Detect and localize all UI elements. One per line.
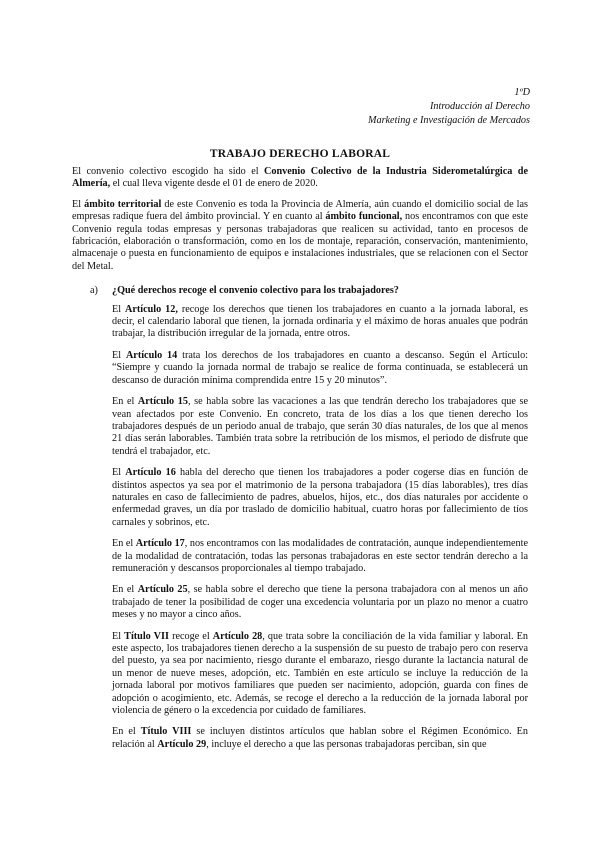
paragraph-articulo-14 (112, 350, 528, 387)
bold-run: Artículo 25 (137, 584, 188, 596)
text-run: de este Convenio es toda la Provincia de Almería, aún cuando el domicilio social de las empresas radique fuera del ámbito provincial. Y en cuanto al (72, 198, 528, 223)
bold-run: Artículo 17 (135, 538, 185, 550)
bold-run: Convenio Colectivo de la Industria Siderometalúrgica de Almería, (72, 166, 528, 190)
paragraph-articulo-25 (112, 584, 528, 621)
bold-run: Título VIII (140, 726, 192, 738)
header-course: 1ºD (514, 87, 530, 98)
document-body (72, 166, 528, 760)
paragraph-articulo-17 (112, 538, 528, 575)
bold-run: Artículo 28 (212, 630, 263, 642)
intro-paragraph-2 (72, 199, 528, 273)
text-run: , que trata sobre la conciliación de la vida familiar y laboral. En este aspecto, los trabajadores tienen derecho a la suspensión de su puesto de trabajo pero con reserva del puesto, ya sea por nacimiento, riesgo durante el embarazo, riesgo durante la lactancia natural de un menor de nueve meses, adopción, etc. También en este artículo se incluye la reducción de la jornada laboral por motivos familiares que pueden ser nacimiento, adopción, guarda con fines de adopción o acogimiento, etc. Además, se recoge el derecho a la reducción de la jornada laboral por violencia de género o la excedencia por cuidado de familiares. (112, 630, 528, 717)
text-run: habla del derecho que tienen los trabajadores a poder cogerse días en función de distintos aspectos ya sea por el matrimonio de la persona trabajadora (15 días laborables), tres días naturales en caso de fallecimiento de padres, abuelos, hijos, etc., dos días naturales por accidente o enfermedad graves, un día por traslado de domicilio habitual, cuatro horas por fallecimiento de tíos carnales y sobrinos, etc. (112, 467, 529, 528)
bold-run: Artículo 12, (125, 303, 178, 315)
text-run: trata los derechos de los trabajadores en cuanto a descanso. Según el Artículo: “Siempre y cuando la jornada normal de trabajo se realice de forma continuada, se establecerá un descanso de duración mínima comprendida entre 15 y 20 minutos”. (112, 349, 528, 386)
header-degree: Marketing e Investigación de Mercados (367, 115, 530, 126)
bold-run: ámbito funcional, (325, 211, 403, 223)
text-run: recoge el (168, 630, 213, 642)
text-run: se incluyen distintos artículos que hablan sobre el Régimen Económico. En relación al (112, 726, 529, 750)
page-header (368, 86, 530, 128)
bold-run: Artículo 29 (157, 738, 207, 750)
text-run: En el (112, 726, 141, 738)
bold-run: Artículo 14 (125, 349, 178, 361)
text-run: En el (112, 538, 136, 550)
intro-paragraph-1 (72, 166, 528, 191)
text-run: , nos encontramos con las modalidades de contratación, aunque independientemente de la modalidad de contratación, todas las personas trabajadoras en este sector tendrán derecho a la remuneración y descansos proporcionales al tiempo trabajado. (112, 538, 529, 574)
text-run: , se habla sobre el derecho que tiene la persona trabajadora con al menos un año trabajado de tener la posibilidad de coger una excedencia voluntaria por un plazo no menor a cuatro meses y no mayor a cinco años. (112, 584, 528, 621)
document-title: TRABAJO DERECHO LABORAL (209, 148, 391, 160)
paragraph-titulo-vii (112, 631, 528, 718)
text-run: En el (112, 396, 138, 408)
text-run: El (72, 198, 85, 210)
question-heading (72, 285, 528, 297)
bold-run: Artículo 16 (125, 467, 176, 479)
paragraph-articulo-16 (112, 467, 528, 529)
header-subject: Introducción al Derecho (430, 101, 530, 112)
text-run: El (112, 467, 126, 479)
text-run: El (112, 349, 126, 361)
answer-section (112, 304, 528, 752)
paragraph-titulo-viii (112, 726, 528, 751)
text-run: nos encontramos con que este Convenio regula todas empresas y personas trabajadoras que realicen su actividad, tanto en procesos de fabricación, elaboración o transformación, como en los de montaje, reparación, conservación, mantenimiento, almacenaje o puesta en funcionamiento de equipos e instalaciones industriales, que se relacionen con el Sector del Metal. (72, 211, 528, 272)
bold-run: Artículo 15 (137, 396, 188, 408)
question-text: ¿Qué derechos recoge el convenio colectivo para los trabajadores? (112, 285, 399, 297)
question-marker: a) (90, 285, 98, 297)
text-run: recoge los derechos que tienen los trabajadores en cuanto a la jornada laboral, es decir, el calendario laboral que tienen, la jornada ordinaria y el máximo de horas anuales que podrán trabajar, la distribución irregular de la jornada, entre otros. (112, 303, 529, 340)
text-run: El (112, 303, 125, 315)
bold-run: ámbito territorial (84, 198, 162, 210)
text-run: , incluye el derecho a que las personas trabajadoras perciban, sin que (206, 738, 487, 750)
text-run: El convenio colectivo escogido ha sido el (72, 166, 265, 177)
paragraph-articulo-15 (112, 396, 528, 458)
text-run: El (112, 630, 125, 642)
bold-run: Título VII (124, 630, 169, 642)
text-run: En el (112, 584, 138, 596)
text-run: , se habla sobre las vacaciones a las que tendrán derecho los trabajadores que se vean afectados por este Convenio. En concreto, trata de los días a los que tienen derecho los trabajadores después de un periodo anual de trabajo, que serán 30 días naturales, de los que al menos 21 días serán laborables. También trata sobre la retribución de los mismos, el periodo de disfrute que tendrá el trabajador, etc. (112, 396, 529, 457)
paragraph-articulo-12 (112, 304, 528, 341)
text-run: el cual lleva vigente desde el 01 de enero de 2020. (110, 178, 318, 190)
